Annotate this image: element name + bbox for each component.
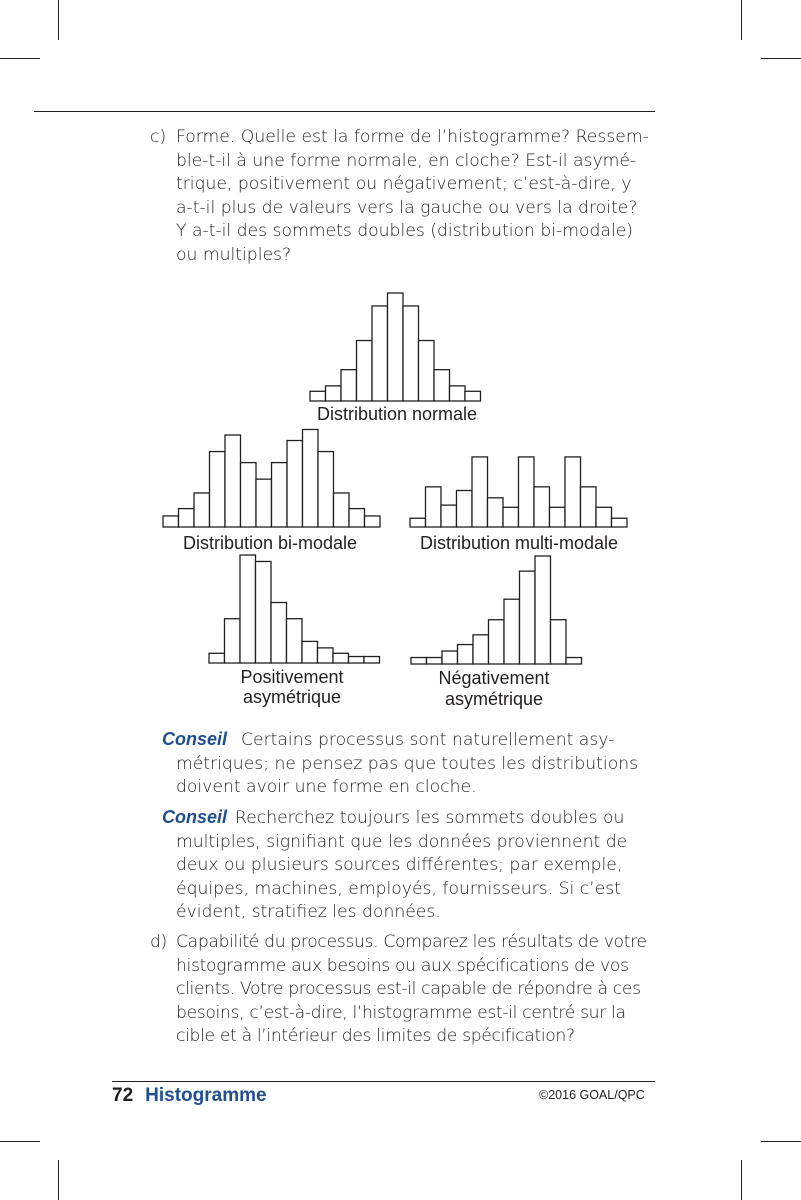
histogram-bar — [341, 370, 357, 401]
histogram-bar — [194, 493, 210, 527]
text-line: ou multiples? — [176, 244, 292, 265]
histogram-bar — [504, 599, 520, 664]
text-line: trique, positivement ou négativement; c’est-à-dire, y — [176, 174, 632, 194]
histogram-bar — [334, 493, 350, 527]
tip-label: Conseil — [162, 729, 228, 749]
histogram-bar — [442, 651, 458, 664]
histogram-bar — [419, 341, 435, 401]
histogram-bar — [411, 658, 427, 664]
histogram-bar — [441, 505, 457, 527]
histogram-positive-skew — [209, 555, 380, 663]
histogram-bar — [318, 648, 334, 663]
text-line: cible et à l’intérieur des limites de spécification? — [176, 1026, 575, 1046]
histogram-bar — [426, 487, 442, 527]
histogram-negative-skew — [411, 556, 582, 664]
histogram-bar — [458, 645, 474, 664]
caption-positive-line2: asymétrique — [242, 687, 342, 707]
histogram-bar — [450, 386, 466, 401]
histogram-bar — [434, 370, 450, 401]
histogram-bar — [302, 641, 318, 663]
copyright: ©2016 GOAL/QPC — [539, 1088, 645, 1102]
histogram-bar — [333, 653, 349, 663]
section-c-marker: c) — [150, 127, 167, 147]
text-line: doivent avoir une forme en cloche. — [176, 777, 477, 797]
histogram-bar — [303, 429, 319, 527]
text-line: multiples, signifiant que les données proviennent de — [176, 831, 628, 852]
text-line: a-t-il plus de valeurs vers la gauche ou vers la droite? — [176, 197, 638, 218]
histogram-bar — [612, 518, 628, 527]
histogram-bar — [503, 507, 519, 527]
text-line: clients. Votre processus est-il capable de répondre à ces — [176, 979, 641, 999]
text-line: métriques; ne pensez pas que toutes les distributions — [176, 753, 639, 774]
histogram-bar — [550, 507, 566, 527]
histogram-bar — [271, 603, 287, 663]
histogram-bar — [551, 620, 567, 664]
histogram-bar — [225, 619, 241, 663]
histogram-bar — [372, 306, 388, 401]
tip-label: Conseil — [162, 807, 228, 827]
histogram-bar — [256, 561, 272, 663]
text-line: Y a-t-il des sommets doubles (distribution bi-modale) — [176, 221, 633, 241]
histogram-bar — [403, 306, 419, 401]
histogram-bar — [427, 658, 443, 664]
histogram-bar — [318, 452, 334, 527]
histogram-bar — [465, 391, 481, 401]
histogram-bar — [163, 516, 179, 527]
text-line: Recherchez toujours les sommets doubles ou — [235, 808, 625, 828]
histogram-bar — [581, 487, 597, 527]
histogram-normal — [310, 293, 481, 401]
caption-normal: Distribution normale — [316, 404, 478, 424]
histogram-bar — [365, 516, 381, 527]
histogram-bar — [326, 386, 342, 401]
section-name: Histogramme — [145, 1085, 267, 1106]
histogram-bar — [534, 487, 550, 527]
text-line: équipes, machines, employés, fournisseurs. Si c’est — [176, 878, 621, 899]
text-line: besoins, c’est-à-dire, l’histogramme est-il centré sur la — [176, 1002, 626, 1023]
histogram-bar — [535, 556, 551, 664]
caption-bimodal: Distribution bi-modale — [182, 533, 358, 553]
histogram-bar — [357, 341, 373, 401]
histogram-bimodal — [163, 429, 380, 527]
tip-1 — [150, 728, 665, 800]
text-line: ble-t-il à une forme normale, en cloche? Est-il asymé- — [176, 150, 637, 171]
histogram-bar — [209, 653, 225, 663]
page-number: 72 — [112, 1085, 134, 1106]
histogram-bar — [519, 457, 535, 527]
histogram-bar — [596, 507, 612, 527]
section-d — [150, 931, 665, 1049]
histogram-bar — [457, 491, 473, 528]
histogram-bar — [256, 479, 272, 527]
histogram-bar — [241, 463, 257, 527]
histogram-bar — [287, 441, 303, 527]
text-line: Forme. Quelle est la forme de l’histogramme? Ressem- — [176, 127, 649, 147]
histogram-bar — [225, 435, 241, 527]
histogram-bar — [272, 463, 288, 527]
footer-left — [112, 1085, 267, 1107]
histogram-bar — [520, 571, 536, 664]
histogram-bar — [472, 457, 488, 527]
footer-rule — [112, 1081, 655, 1082]
histogram-bar — [565, 457, 581, 527]
tip-2 — [150, 806, 665, 925]
caption-negative-line1: Négativement — [438, 668, 550, 688]
histogram-bar — [489, 620, 505, 664]
histogram-bar — [310, 391, 326, 401]
caption-positive-line1: Positivement — [240, 667, 344, 687]
text-line: histogramme aux besoins ou aux spécifications de vos — [176, 955, 629, 976]
histogram-bar — [179, 509, 195, 527]
histogram-bar — [349, 509, 365, 527]
histogram-bar — [210, 452, 226, 527]
histogram-bar — [473, 635, 489, 664]
caption-multimodal: Distribution multi-modale — [419, 533, 619, 553]
text-line: deux ou plusieurs sources différentes; par exemple, — [176, 855, 623, 875]
text-line: Capabilité du processus. Comparez les résultats de votre — [176, 932, 647, 952]
histogram-bar — [287, 619, 303, 663]
histogram-bar — [566, 658, 582, 664]
histogram-multimodal — [410, 457, 627, 527]
caption-negative-line2: asymétrique — [444, 689, 544, 709]
histogram-bar — [410, 518, 426, 527]
histogram-bar — [364, 657, 380, 663]
histogram-bar — [349, 657, 365, 663]
histogram-bar — [488, 498, 504, 527]
histogram-bar — [240, 555, 256, 663]
section-d-marker: d) — [150, 932, 167, 952]
text-line: évident, stratifiez les données. — [176, 902, 441, 922]
histogram-bar — [388, 293, 404, 401]
text-line: Certains processus sont naturellement asy- — [241, 730, 615, 750]
